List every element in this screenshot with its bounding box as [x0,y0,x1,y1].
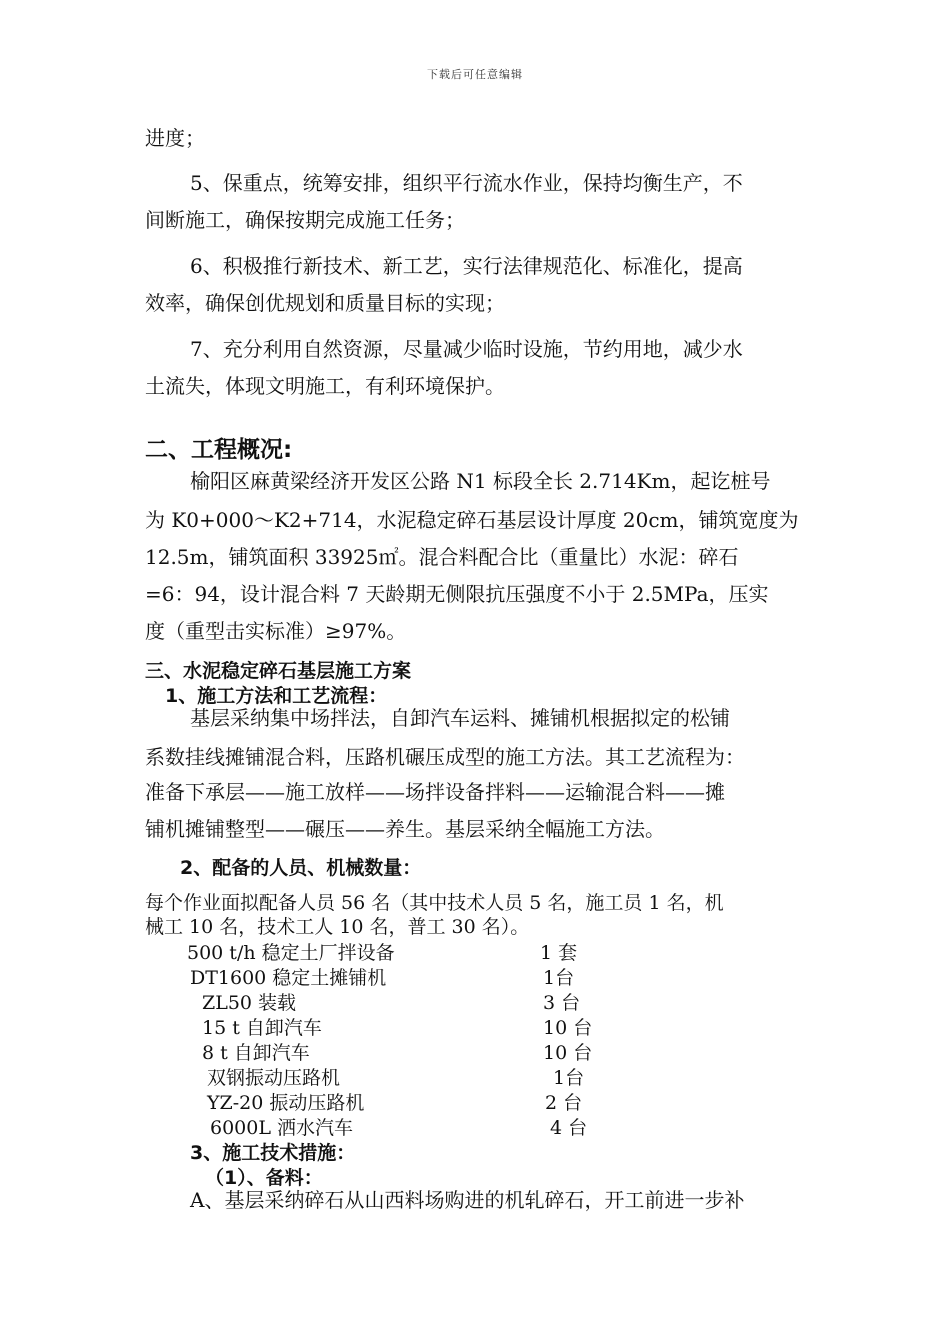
section2-line: 度（重型击实标准）≥97%。 [145,619,407,643]
equipment-qty: 4 台 [550,1117,588,1139]
section-heading: 三、水泥稳定碎石基层施工方案 [145,660,412,682]
sub1-line: 基层采纳集中场拌法，自卸汽车运料、摊铺机根据拟定的松铺 [190,706,730,730]
equipment-qty: 10 台 [543,1042,593,1064]
equipment-name: 15 t 自卸汽车 [202,1017,322,1039]
intro-line: 7、充分利用自然资源，尽量减少临时设施，节约用地，减少水 [190,337,743,361]
intro-line: 间断施工，确保按期完成施工任务； [145,208,465,232]
section2-line: =6：94，设计混合料 7 天龄期无侧限抗压强度不小于 2.5MPa，压实 [145,582,769,606]
intro-line: 6、积极推行新技术、新工艺，实行法律规范化、标准化，提高 [190,254,743,278]
intro-line: 土流失，体现文明施工，有利环境保护。 [145,374,505,398]
equipment-qty: 1 套 [540,942,578,964]
equipment-name: 双钢振动压路机 [207,1067,341,1089]
equipment-qty: 1台 [553,1067,585,1089]
sub2-line: 械工 10 名，技术工人 10 名，普工 30 名）。 [145,916,530,938]
sub1-line: 铺机摊铺整型——碾压——养生。基层采纳全幅施工方法。 [145,817,665,841]
intro-line: 进度； [145,126,205,150]
equipment-name: 8 t 自卸汽车 [202,1042,310,1064]
equipment-name: 500 t/h 稳定土厂拌设备 [187,942,395,964]
sub2-line: 每个作业面拟配备人员 56 名（其中技术人员 5 名，施工员 1 名，机 [145,892,724,914]
intro-line: 5、保重点，统筹安排，组织平行流水作业，保持均衡生产，不 [190,171,743,195]
subsection-heading: 1、施工方法和工艺流程： [165,685,388,707]
subsection-heading: 3、施工技术措施： [190,1142,356,1164]
intro-line: 效率，确保创优规划和质量目标的实现； [145,291,505,315]
section2-line: 为 K0+000～K2+714，水泥稳定碎石基层设计厚度 20cm，铺筑宽度为 [145,508,799,532]
equipment-name: 6000L 洒水汽车 [210,1117,354,1139]
equipment-qty: 3 台 [543,992,581,1014]
equipment-qty: 1台 [543,967,575,989]
equipment-qty: 2 台 [545,1092,583,1114]
sub1-line: 系数挂线摊铺混合料，压路机碾压成型的施工方法。其工艺流程为： [145,745,745,769]
equipment-name: DT1600 稳定土摊铺机 [190,967,387,989]
equipment-qty: 10 台 [543,1017,593,1039]
section-heading: 二、工程概况: [145,437,293,463]
equipment-name: YZ-20 振动压路机 [207,1092,365,1114]
sub3-line: A、基层采纳碎石从山西料场购进的机轧碎石，开工前进一步补 [190,1188,745,1212]
section2-line: 榆阳区麻黄梁经济开发区公路 N1 标段全长 2.714Km，起讫桩号 [190,469,771,493]
equipment-name: ZL50 装载 [202,992,297,1014]
page-header: 下载后可任意编辑 [427,68,523,81]
section2-line: 12.5m，铺筑面积 33925㎡。混合料配合比（重量比）水泥：碎石 [145,545,739,569]
item-heading: （1）、备料： [205,1167,323,1189]
subsection-heading: 2、配备的人员、机械数量： [180,857,422,879]
sub1-line: 准备下承层——施工放样——场拌设备拌料——运输混合料——摊 [145,780,725,804]
